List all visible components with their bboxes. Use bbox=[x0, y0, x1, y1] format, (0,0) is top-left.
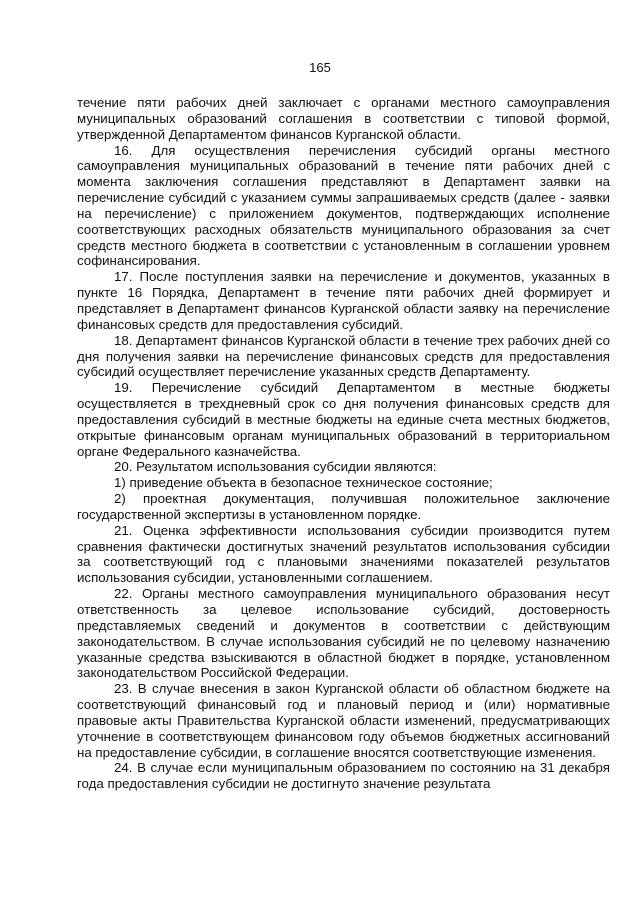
list-item: 1) приведение объекта в безопасное техническое состояние; bbox=[114, 475, 493, 491]
document-text-body bbox=[77, 95, 610, 792]
list-item: 2) проектная документация, получившая положительное заключение государственной экспертизы в установленном порядке. bbox=[77, 491, 610, 522]
paragraph: 17. После поступления заявки на перечисление и документов, указанных в пункте 16 Порядка, Департамент в течение пяти рабочих дней формирует и представляет в Департамент финансов Курганской области заявку на перечисление финансовых средств для предоставления субсидий. bbox=[77, 269, 610, 332]
paragraph: 19. Перечисление субсидий Департаментом в местные бюджеты осуществляется в трехдневный срок со дня получения финансовых средств для предоставления субсидий в местные бюджеты на единые счета местных бюджетов, открытые финансовым органам муниципальных образований в территориальном органе Федерального казначейства. bbox=[77, 380, 610, 459]
page-number: 165 bbox=[309, 60, 331, 75]
paragraph: течение пяти рабочих дней заключает с органами местного самоуправления муниципальных образований соглашения в соответствии с типовой формой, утвержденной Департаментом финансов Курганской области. bbox=[77, 95, 610, 142]
paragraph: 22. Органы местного самоуправления муниципального образования несут ответственность за целевое использование субсидий, достоверность представляемых сведений и документов в соответствии с действующим законодательством. В случае использования субсидий не по целевому назначению указанные средства взыскиваются в областной бюджет в порядке, установленном законодательством Российской Федерации. bbox=[77, 586, 610, 681]
paragraph: 20. Результатом использования субсидии являются: bbox=[114, 459, 437, 475]
paragraph: 21. Оценка эффективности использования субсидии производится путем сравнения фактически достигнутых значений результатов использования субсидии за соответствующий год с плановыми значениями показателей результатов использования субсидии, установленными соглашением. bbox=[77, 522, 610, 586]
paragraph: 23. В случае внесения в закон Курганской области об областном бюджете на соответствующий финансовый год и плановый период и (или) нормативные правовые акты Правительства Курганской области изменений, предусматривающих уточнение в соответствующем финансовом году объемов бюджетных ассигнований на предоставление субсидии, в соглашение вносятся соответствующие изменения. bbox=[77, 681, 610, 760]
paragraph: 18. Департамент финансов Курганской области в течение трех рабочих дней со дня получения заявки на перечисление финансовых средств для предоставления субсидий осуществляет перечисление указанных средств Департаменту. bbox=[77, 332, 610, 380]
paragraph: 16. Для осуществления перечисления субсидий органы местного самоуправления муниципальных образований в течение пяти рабочих дней с момента заключения соглашения представляют в Департамент заявки на перечисление субсидий с указанием суммы запрашиваемых средств (далее - заявки на перечисление) с приложением документов, подтверждающих исполнение соответствующих расходных обязательств муниципального образования за счет средств местного бюджета в соответствии с установленным в соглашении уровнем софинансирования. bbox=[77, 142, 610, 269]
paragraph: 24. В случае если муниципальным образованием по состоянию на 31 декабря года предоставления субсидии не достигнуто значение результата bbox=[77, 760, 610, 792]
